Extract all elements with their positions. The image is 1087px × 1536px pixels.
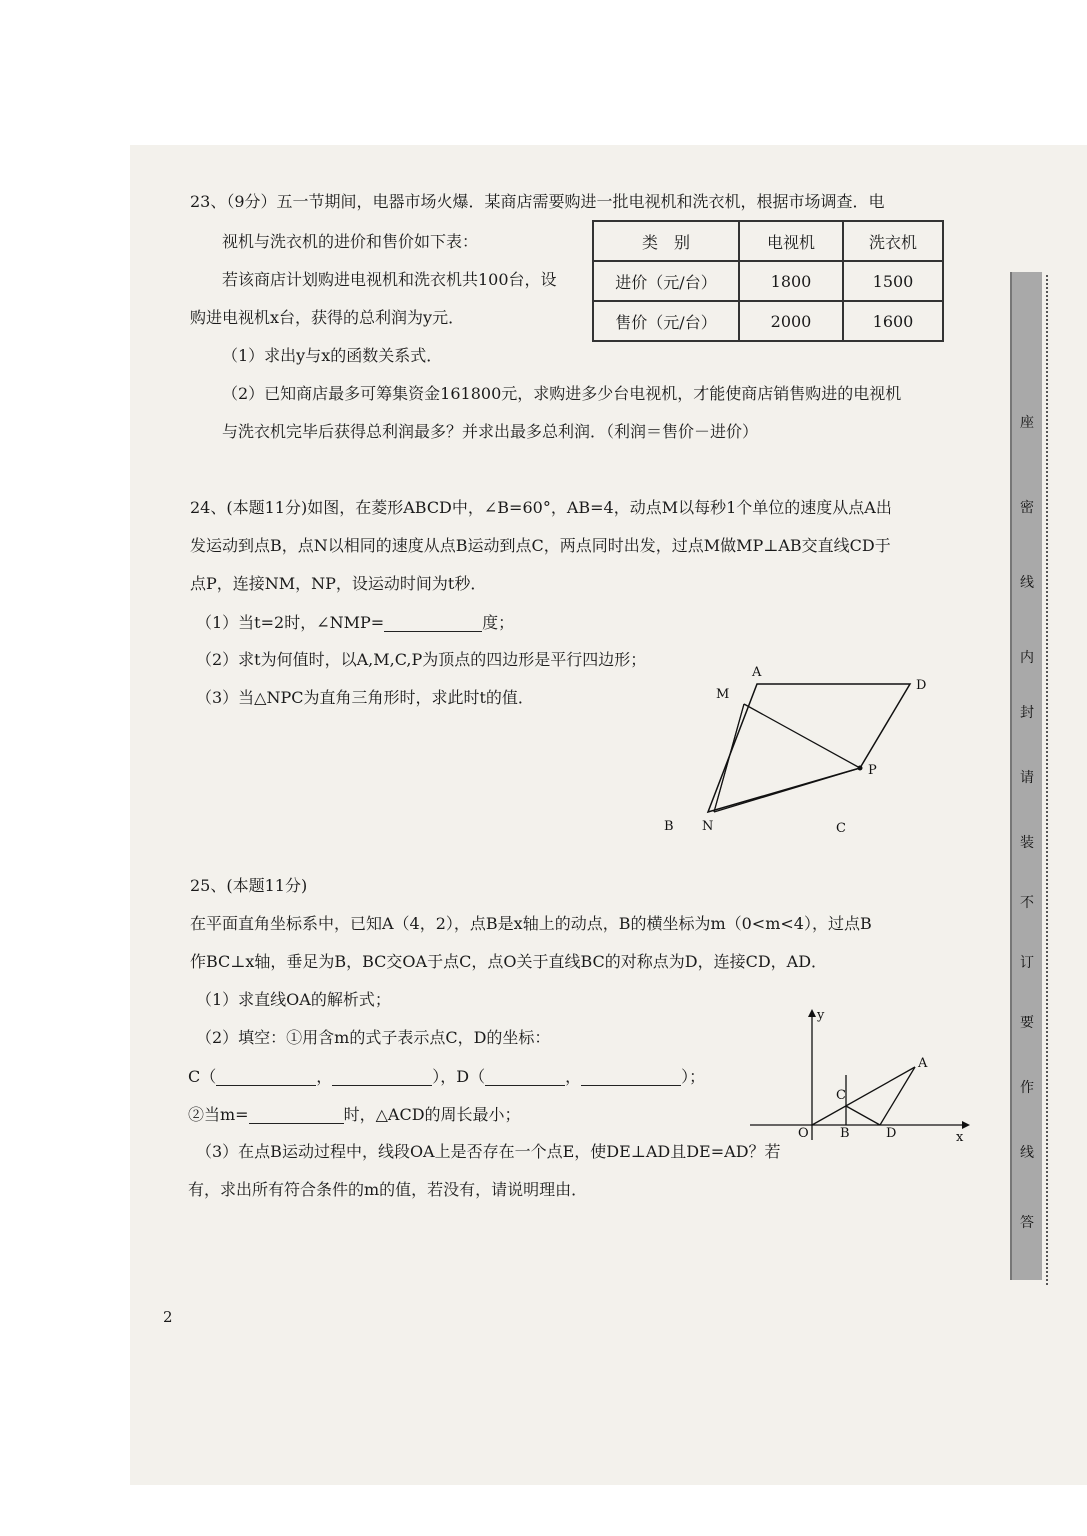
q23-line-4: 购进电视机x台，获得的总利润为y元． — [190, 308, 465, 327]
label-y: y — [817, 1008, 825, 1023]
table-header-washer: 洗衣机 — [843, 221, 943, 261]
table-cell: 1800 — [739, 261, 843, 301]
sidebar-char: 封 — [1020, 705, 1034, 721]
label-m: M — [716, 687, 730, 702]
sidebar-char: 请 — [1020, 770, 1034, 786]
label-b: B — [840, 1126, 850, 1141]
label-d: D — [916, 678, 927, 693]
y-axis-arrow — [808, 1009, 816, 1017]
q25-part-1: （1）求直线OA的解析式； — [196, 990, 391, 1009]
segment-mn — [714, 704, 744, 812]
close-paren: ）； — [681, 1067, 706, 1086]
q23-part-2-cont: 与洗衣机完毕后获得总利润最多？并求出最多总利润．（利润＝售价－进价） — [222, 422, 759, 441]
q24-part-3: （3）当△NPC为直角三角形时，求此时t的值． — [196, 688, 534, 707]
answer-blank — [216, 1066, 316, 1086]
comma: ， — [565, 1067, 582, 1086]
q23-line-3: 若该商店计划购进电视机和洗衣机共100台，设 — [222, 270, 557, 289]
segment-ad — [880, 1067, 915, 1125]
q25-part-3: （3）在点B运动过程中，线段OA上是否存在一个点E，使DE⊥AD且DE=AD？若 — [196, 1142, 781, 1161]
table-cell: 售价（元/台） — [593, 301, 739, 341]
x-axis-arrow — [962, 1121, 970, 1129]
sidebar-char: 不 — [1020, 895, 1034, 911]
answer-blank — [581, 1066, 681, 1086]
comma: ， — [316, 1067, 333, 1086]
table-row — [593, 301, 943, 341]
q25-title: 25、(本题11分) — [190, 876, 308, 895]
answer-blank — [384, 612, 482, 632]
sidebar-char: 座 — [1020, 415, 1034, 431]
sidebar-char: 要 — [1020, 1015, 1034, 1031]
segment-np — [714, 768, 860, 812]
table-header-tv: 电视机 — [739, 221, 843, 261]
table-cell: 进价（元/台） — [593, 261, 739, 301]
label-a: A — [752, 665, 762, 680]
coordinate-figure — [750, 1005, 975, 1145]
sidebar-char: 线 — [1020, 1145, 1034, 1161]
q24-part-1-unit: 度； — [482, 613, 515, 632]
sidebar-char: 内 — [1020, 650, 1034, 666]
label-o: O — [798, 1126, 809, 1141]
segment-cd — [846, 1106, 880, 1125]
q23-part-1: （1）求出y与x的函数关系式． — [222, 346, 443, 365]
rhombus-abcd — [708, 684, 910, 812]
point-p — [858, 766, 863, 771]
q23-line-2: 视机与洗衣机的进价和售价如下表： — [222, 232, 479, 251]
label-b: B — [664, 819, 674, 834]
table-row — [593, 221, 943, 261]
q25-part-2b-text: ②当m= — [188, 1105, 249, 1124]
table-cell: 1500 — [843, 261, 943, 301]
answer-blank — [249, 1104, 344, 1124]
table-cell: 1600 — [843, 301, 943, 341]
cut-line — [1046, 275, 1048, 1285]
label-d: D — [886, 1126, 897, 1141]
q24-part-1 — [196, 612, 514, 632]
sidebar-char: 装 — [1020, 835, 1034, 851]
q23-part-2: （2）已知商店最多可筹集资金161800元，求购进多少台电视机，才能使商店销售购进的电视机 — [222, 384, 902, 403]
q25-part-2b-text-2: 时，△ACD的周长最小； — [343, 1105, 521, 1124]
segment-mp — [744, 704, 860, 768]
q24-line-2: 发运动到点B，点N以相同的速度从点B运动到点C，两点同时出发，过点M做MP⊥AB交直线CD于 — [190, 536, 891, 555]
rhombus-figure — [660, 662, 940, 842]
q24-part-1-text: （1）当t=2时，∠NMP= — [196, 613, 385, 632]
sidebar-char: 答 — [1020, 1215, 1034, 1231]
point-c-label: C（ — [188, 1067, 217, 1086]
table-cell: 2000 — [739, 301, 843, 341]
binding-margin — [1010, 272, 1042, 1280]
q25-part-3-cont: 有，求出所有符合条件的m的值，若没有，请说明理由． — [188, 1180, 588, 1199]
sidebar-char: 订 — [1020, 955, 1034, 971]
table-header-category: 类 别 — [593, 221, 739, 261]
answer-blank — [485, 1066, 565, 1086]
q25-coordinate-blanks — [188, 1066, 705, 1086]
point-d-label: ），D（ — [432, 1067, 486, 1086]
label-p: P — [868, 763, 877, 778]
q23-line-1: 23、（9分）五一节期间，电器市场火爆．某商店需要购进一批电视机和洗衣机，根据市场调查．电 — [190, 192, 885, 211]
q24-line-3: 点P，连接NM，NP，设运动时间为t秒． — [190, 574, 487, 593]
price-table — [592, 220, 944, 342]
q24-line-1: 24、(本题11分)如图，在菱形ABCD中，∠B=60°，AB=4，动点M以每秒1个单位的速度从点A出 — [190, 498, 892, 517]
sidebar-char: 密 — [1020, 500, 1034, 516]
label-n: N — [702, 819, 714, 834]
answer-blank — [332, 1066, 432, 1086]
label-c: C — [836, 821, 846, 836]
q25-line-1: 在平面直角坐标系中，已知A（4，2），点B是x轴上的动点，B的横坐标为m（0<m<4），过点B — [190, 914, 872, 933]
label-x: x — [956, 1130, 964, 1145]
q25-line-2: 作BC⊥x轴，垂足为B，BC交OA于点C，点O关于直线BC的对称点为D，连接CD，AD． — [190, 952, 828, 971]
table-row — [593, 261, 943, 301]
q24-part-2: （2）求t为何值时，以A,M,C,P为顶点的四边形是平行四边形； — [196, 650, 647, 669]
sidebar-char: 线 — [1020, 575, 1034, 591]
page-number: 2 — [163, 1308, 173, 1326]
label-c: C — [836, 1088, 846, 1103]
q25-part-2b — [188, 1104, 521, 1124]
label-a: A — [918, 1056, 928, 1071]
sidebar-char: 作 — [1020, 1080, 1034, 1096]
q25-part-2: （2）填空：①用含m的式子表示点C，D的坐标： — [196, 1028, 551, 1047]
